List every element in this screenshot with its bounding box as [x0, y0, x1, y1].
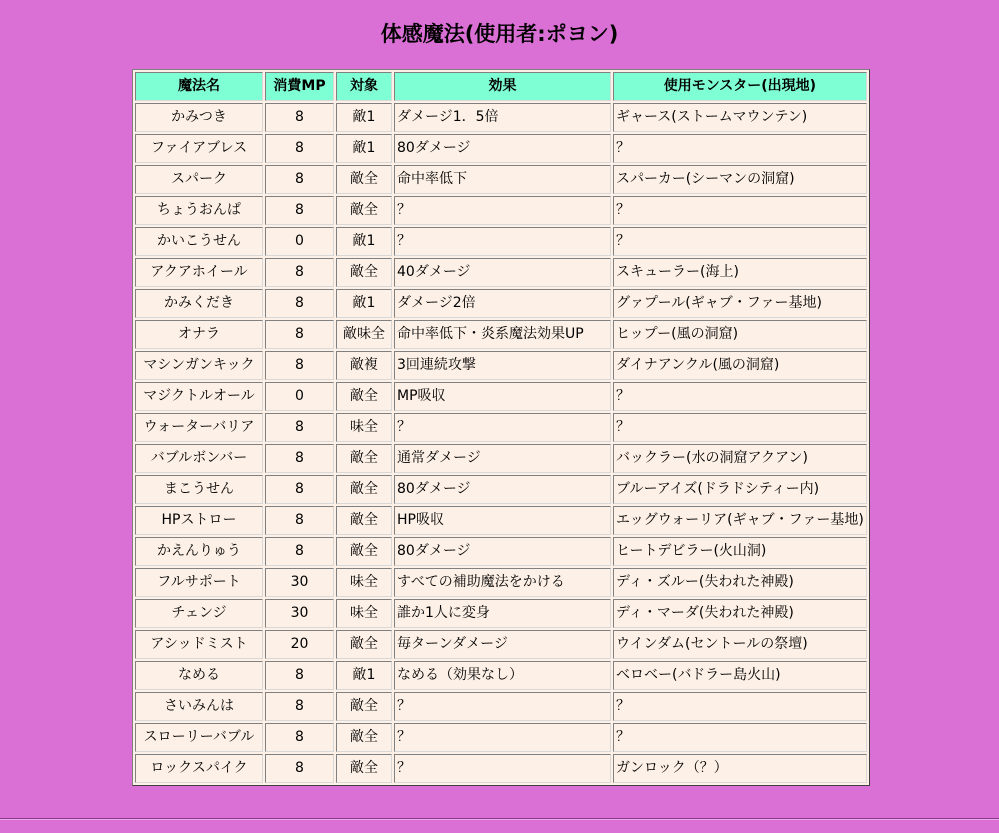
cell-target: 敵全 — [336, 475, 392, 504]
bottom-divider — [0, 818, 999, 820]
cell-magic-name: かみつき — [135, 103, 263, 132]
cell-effect: すべての補助魔法をかける — [394, 568, 611, 597]
cell-effect: なめる（効果なし） — [394, 661, 611, 690]
cell-mp-cost: 8 — [265, 289, 334, 318]
cell-target: 敵全 — [336, 382, 392, 411]
cell-mp-cost: 30 — [265, 599, 334, 628]
cell-monster: グァプール(ギャブ・ファー基地) — [613, 289, 867, 318]
cell-magic-name: アシッドミスト — [135, 630, 263, 659]
cell-effect: 40ダメージ — [394, 258, 611, 287]
cell-mp-cost: 8 — [265, 103, 334, 132]
cell-monster: ？ — [613, 723, 867, 752]
cell-magic-name: スパーク — [135, 165, 263, 194]
cell-target: 敵全 — [336, 630, 392, 659]
cell-effect: 通常ダメージ — [394, 444, 611, 473]
cell-magic-name: マシンガンキック — [135, 351, 263, 380]
cell-target: 敵全 — [336, 258, 392, 287]
table-row — [135, 661, 867, 690]
cell-mp-cost: 8 — [265, 320, 334, 349]
cell-effect: ？ — [394, 692, 611, 721]
cell-monster: ヒップー(風の洞窟) — [613, 320, 867, 349]
cell-mp-cost: 8 — [265, 661, 334, 690]
cell-monster: ダイナアンクル(風の洞窟) — [613, 351, 867, 380]
table-row — [135, 630, 867, 659]
table-row — [135, 754, 867, 783]
cell-magic-name: ロックスパイク — [135, 754, 263, 783]
table-row — [135, 444, 867, 473]
cell-target: 敵全 — [336, 537, 392, 566]
table-header-row — [135, 72, 867, 101]
table-row — [135, 227, 867, 256]
header-magic-name: 魔法名 — [135, 72, 263, 101]
cell-mp-cost: 8 — [265, 134, 334, 163]
cell-magic-name: チェンジ — [135, 599, 263, 628]
cell-target: 敵全 — [336, 754, 392, 783]
cell-target: 敵全 — [336, 723, 392, 752]
cell-mp-cost: 0 — [265, 227, 334, 256]
cell-magic-name: スローリーバブル — [135, 723, 263, 752]
cell-effect: 命中率低下 — [394, 165, 611, 194]
cell-mp-cost: 20 — [265, 630, 334, 659]
cell-monster: ？ — [613, 196, 867, 225]
table-row — [135, 134, 867, 163]
cell-monster: ？ — [613, 413, 867, 442]
table-row — [135, 320, 867, 349]
cell-target: 敵1 — [336, 289, 392, 318]
cell-magic-name: さいみんは — [135, 692, 263, 721]
cell-magic-name: フルサポート — [135, 568, 263, 597]
cell-magic-name: オナラ — [135, 320, 263, 349]
table-row — [135, 382, 867, 411]
header-mp-cost: 消費MP — [265, 72, 334, 101]
cell-magic-name: なめる — [135, 661, 263, 690]
cell-magic-name: かいこうせん — [135, 227, 263, 256]
cell-effect: ？ — [394, 723, 611, 752]
cell-mp-cost: 8 — [265, 413, 334, 442]
magic-table — [132, 69, 870, 786]
cell-mp-cost: 30 — [265, 568, 334, 597]
cell-effect: ダメージ2倍 — [394, 289, 611, 318]
cell-magic-name: まこうせん — [135, 475, 263, 504]
table-row — [135, 413, 867, 442]
cell-magic-name: ファイアブレス — [135, 134, 263, 163]
cell-mp-cost: 8 — [265, 475, 334, 504]
cell-target: 敵1 — [336, 103, 392, 132]
header-effect: 効果 — [394, 72, 611, 101]
cell-mp-cost: 8 — [265, 723, 334, 752]
page-title: 体感魔法(使用者:ポヨン) — [380, 22, 619, 46]
cell-mp-cost: 0 — [265, 382, 334, 411]
table-row — [135, 351, 867, 380]
cell-effect: ？ — [394, 196, 611, 225]
cell-magic-name: バブルボンバー — [135, 444, 263, 473]
cell-target: 敵味全 — [336, 320, 392, 349]
cell-magic-name: HPストロー — [135, 506, 263, 535]
cell-target: 敵全 — [336, 506, 392, 535]
cell-effect: ダメージ1．5倍 — [394, 103, 611, 132]
cell-mp-cost: 8 — [265, 506, 334, 535]
cell-monster: ディ・マーダ(失われた神殿) — [613, 599, 867, 628]
table-row — [135, 103, 867, 132]
table-row — [135, 692, 867, 721]
header-monster: 使用モンスター(出現地) — [613, 72, 867, 101]
header-target: 対象 — [336, 72, 392, 101]
cell-magic-name: ウォーターバリア — [135, 413, 263, 442]
cell-target: 敵複 — [336, 351, 392, 380]
cell-magic-name: アクアホイール — [135, 258, 263, 287]
cell-monster: ？ — [613, 382, 867, 411]
table-row — [135, 258, 867, 287]
cell-target: 味全 — [336, 568, 392, 597]
cell-mp-cost: 8 — [265, 351, 334, 380]
cell-monster: ヒートデビラー(火山洞) — [613, 537, 867, 566]
cell-target: 敵1 — [336, 661, 392, 690]
cell-monster: バックラー(水の洞窟アクアン) — [613, 444, 867, 473]
cell-monster: ギャース(ストームマウンテン) — [613, 103, 867, 132]
cell-target: 味全 — [336, 599, 392, 628]
cell-magic-name: かえんりゅう — [135, 537, 263, 566]
table-row — [135, 537, 867, 566]
cell-monster: ？ — [613, 227, 867, 256]
cell-effect: 3回連続攻撃 — [394, 351, 611, 380]
cell-monster: スキューラー(海上) — [613, 258, 867, 287]
cell-monster: ？ — [613, 134, 867, 163]
cell-monster: エッグウォーリア(ギャブ・ファー基地) — [613, 506, 867, 535]
cell-magic-name: ちょうおんぱ — [135, 196, 263, 225]
table-row — [135, 289, 867, 318]
table-row — [135, 196, 867, 225]
cell-effect: MP吸収 — [394, 382, 611, 411]
cell-effect: 毎ターンダメージ — [394, 630, 611, 659]
cell-magic-name: マジクトルオール — [135, 382, 263, 411]
cell-mp-cost: 8 — [265, 444, 334, 473]
cell-target: 味全 — [336, 413, 392, 442]
cell-target: 敵全 — [336, 165, 392, 194]
cell-target: 敵全 — [336, 444, 392, 473]
cell-effect: 80ダメージ — [394, 475, 611, 504]
cell-effect: 命中率低下・炎系魔法効果UP — [394, 320, 611, 349]
cell-monster: ベロベー(バドラー島火山) — [613, 661, 867, 690]
cell-monster: スパーカー(シーマンの洞窟) — [613, 165, 867, 194]
cell-monster: ブルーアイズ(ドラドシティー内) — [613, 475, 867, 504]
cell-effect: ？ — [394, 227, 611, 256]
table-row — [135, 506, 867, 535]
cell-effect: ？ — [394, 413, 611, 442]
cell-target: 敵1 — [336, 134, 392, 163]
cell-target: 敵全 — [336, 692, 392, 721]
cell-mp-cost: 8 — [265, 754, 334, 783]
cell-effect: 誰か1人に変身 — [394, 599, 611, 628]
cell-magic-name: かみくだき — [135, 289, 263, 318]
cell-monster: ディ・ズルー(失われた神殿) — [613, 568, 867, 597]
cell-mp-cost: 8 — [265, 165, 334, 194]
cell-effect: 80ダメージ — [394, 134, 611, 163]
cell-effect: ？ — [394, 754, 611, 783]
cell-effect: 80ダメージ — [394, 537, 611, 566]
cell-monster: ？ — [613, 692, 867, 721]
cell-effect: HP吸収 — [394, 506, 611, 535]
table-row — [135, 599, 867, 628]
cell-monster: ガンロック（？） — [613, 754, 867, 783]
cell-mp-cost: 8 — [265, 258, 334, 287]
table-row — [135, 165, 867, 194]
cell-mp-cost: 8 — [265, 196, 334, 225]
cell-mp-cost: 8 — [265, 537, 334, 566]
table-row — [135, 475, 867, 504]
cell-mp-cost: 8 — [265, 692, 334, 721]
cell-monster: ウインダム(セントールの祭壇) — [613, 630, 867, 659]
table-row — [135, 723, 867, 752]
cell-target: 敵1 — [336, 227, 392, 256]
cell-target: 敵全 — [336, 196, 392, 225]
table-row — [135, 568, 867, 597]
